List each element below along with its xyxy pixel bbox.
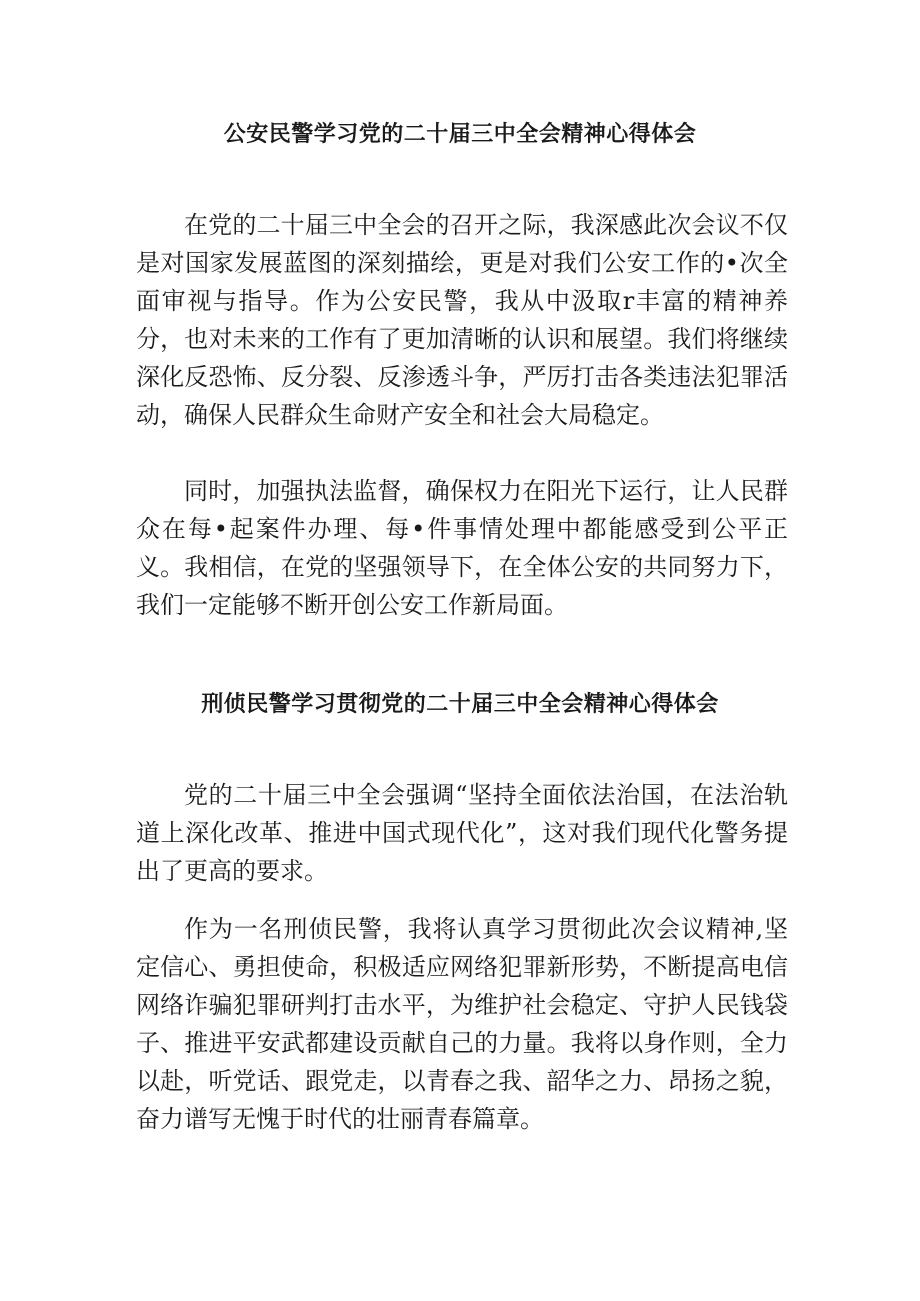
section-1-title: 公安民警学习党的二十届三中全会精神心得体会 — [223, 122, 697, 147]
section-2-paragraph-2: 作为一名刑侦民警，我将认真学习贯彻此次会议精神,坚定信心、勇担使命，积极适应网络犯罪新形势，不断提高电信网络诈骗犯罪研判打击水平，为维护社会稳定、守护人民钱袋子、推进平安武都建设贡献自己的力量。我将以身作则，全力以赴，听党话、跟党走，以青春之我、韶华之力、昂扬之貌，奋力谱写无愧于时代的壮丽青春篇章。 — [136, 915, 788, 1133]
section-1-paragraph-2: 同时，加强执法监督，确保权力在阳光下运行，让人民群众在每•起案件办理、每•件事情处理中都能感受到公平正义。我相信，在党的坚强领导下，在全体公安的共同努力下，我们一定能够不断开创公安工作新局面。 — [136, 477, 788, 619]
section-2-title: 刑侦民警学习贯彻党的二十届三中全会精神心得体会 — [201, 692, 719, 717]
section-2-paragraph-1: 党的二十届三中全会强调“坚持全面依法治国，在法治轨道上深化改革、推进中国式现代化”，这对我们现代化警务提出了更高的要求。 — [136, 781, 788, 885]
section-1-paragraph-1: 在党的二十届三中全会的召开之际，我深感此次会议不仅是对国家发展蓝图的深刻描绘，更是对我们公安工作的•次全面审视与指导。作为公安民警，我从中汲取r丰富的精神养分，也对未来的工作有了更加清晰的认识和展望。我们将继续深化反恐怖、反分裂、反渗透斗争，严厉打击各类违法犯罪活动，确保人民群众生命财产安全和社会大局稳定。 — [136, 211, 788, 429]
